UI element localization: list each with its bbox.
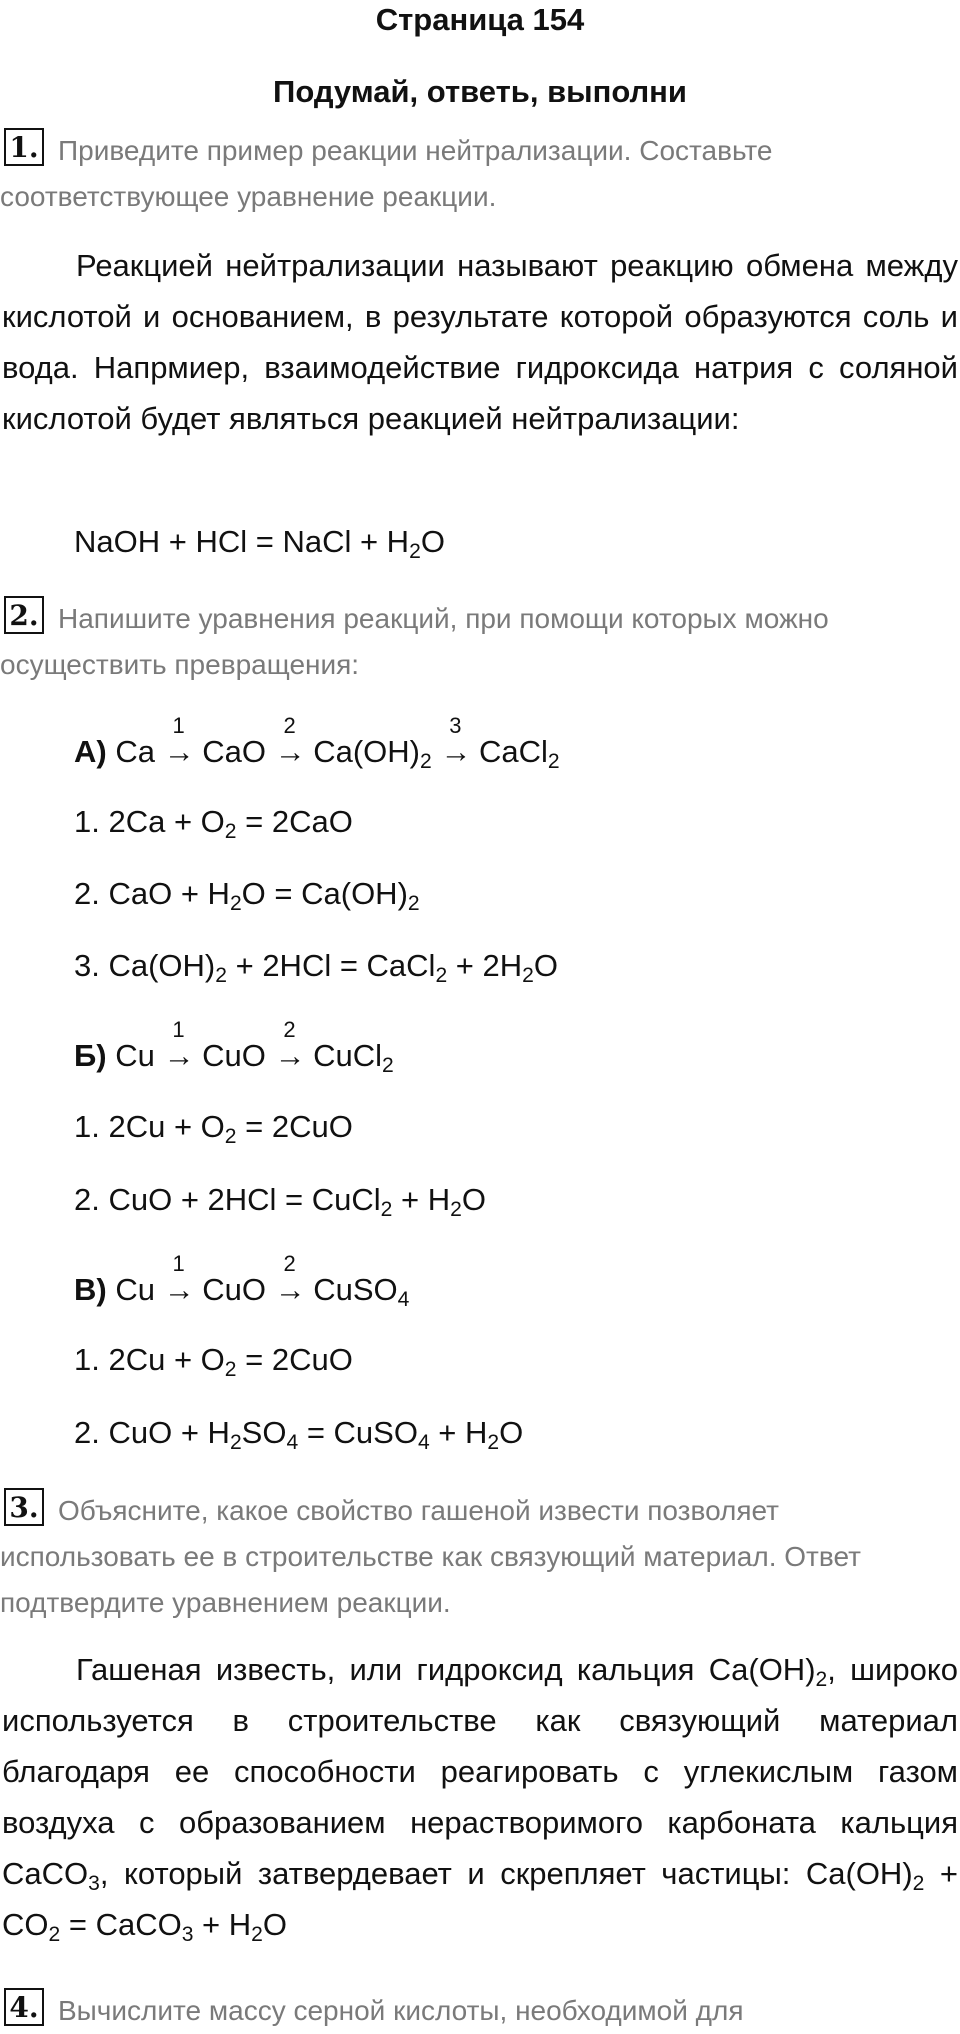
equation-a1: 1. $2Ca + O_2 = 2CaO$: [74, 804, 353, 843]
chain-b: Б) Cu 1 → CuO 2 → CuCl$_2$: [74, 1017, 394, 1077]
arrow-icon: 1 →: [163, 1251, 195, 1307]
task-3-answer: Гашеная известь, или гидроксид кальция $Ca(OH)_2$, широко используется в строительстве как связующий материал благодаря ее способности реагировать с углекислым газом воздуха с образованием нерастворимого карбоната кальция CaCO$_3$, который затвердевает и скрепляет частицы: $Ca(OH)_2 + CO_2$ = CaCO$_3$ + $H_2O$: [2, 1652, 958, 1946]
equation-b1: 1. $2Cu + O_2 = 2CuO$: [74, 1109, 353, 1148]
neutralization-equation: NaOH + HCl = NaCl + $H_2O$: [74, 524, 445, 563]
chain-v: В) Cu 1 → CuO 2 → CuSO$_4$: [74, 1251, 410, 1311]
equation-a3: 3. $Ca(OH)_2 + 2HCl$ = CaCl$_2$ + $2H_2O$: [74, 948, 559, 987]
equation-a2: 2. CaO + $H_2O = Ca(OH)_2$: [74, 876, 420, 915]
task-number-badge: 3.: [4, 1488, 44, 1526]
task-1-answer: Реакцией нейтрализации называют реакцию обмена между кислотой и основанием, в результате которой образуются соль и вода. Напрмиер, взаимодействие гидроксида натрия с соляной кислотой будет являться реакцией нейтрализации:: [2, 248, 958, 436]
arrow-icon: 3 →: [440, 713, 472, 769]
section-title: Подумай, ответь, выполни: [273, 74, 687, 109]
equation-v2: 2. CuO + $H_2SO_4$ = CuSO$_4$ + $H_2O$: [74, 1415, 524, 1454]
task-question: Объясните, какое свойство гашеной извести позволяет использовать ее в строительстве как связующий материал. Ответ подтвердите уравнением реакции.: [0, 1495, 861, 1618]
task-number-badge: 2.: [4, 596, 44, 634]
task-number-badge: 4.: [4, 1988, 44, 2026]
arrow-icon: 1 →: [163, 713, 195, 769]
chain-a: А) Ca 1 → CaO 2 → $Ca(OH)_2$ 3 → CaCl$_2$: [74, 713, 560, 773]
task-question: Приведите пример реакции нейтрализации. Составьте соответствующее уравнение реакции.: [0, 135, 773, 212]
task-question: Вычислите массу серной кислоты, необходимой для: [58, 1995, 744, 2026]
equation-b2: 2. CuO + 2HCl = CuCl$_2$ + $H_2O$: [74, 1182, 486, 1221]
task-question: Напишите уравнения реакций, при помощи которых можно осуществить превращения:: [0, 603, 829, 680]
arrow-icon: 2 →: [274, 1251, 306, 1307]
arrow-icon: 2 →: [274, 713, 306, 769]
arrow-icon: 2 →: [274, 1017, 306, 1073]
page-title: Страница 154: [375, 2, 585, 37]
equation-v1: 1. $2Cu + O_2 = 2CuO$: [74, 1342, 353, 1381]
task-number-badge: 1.: [4, 128, 44, 166]
arrow-icon: 1 →: [163, 1017, 195, 1073]
